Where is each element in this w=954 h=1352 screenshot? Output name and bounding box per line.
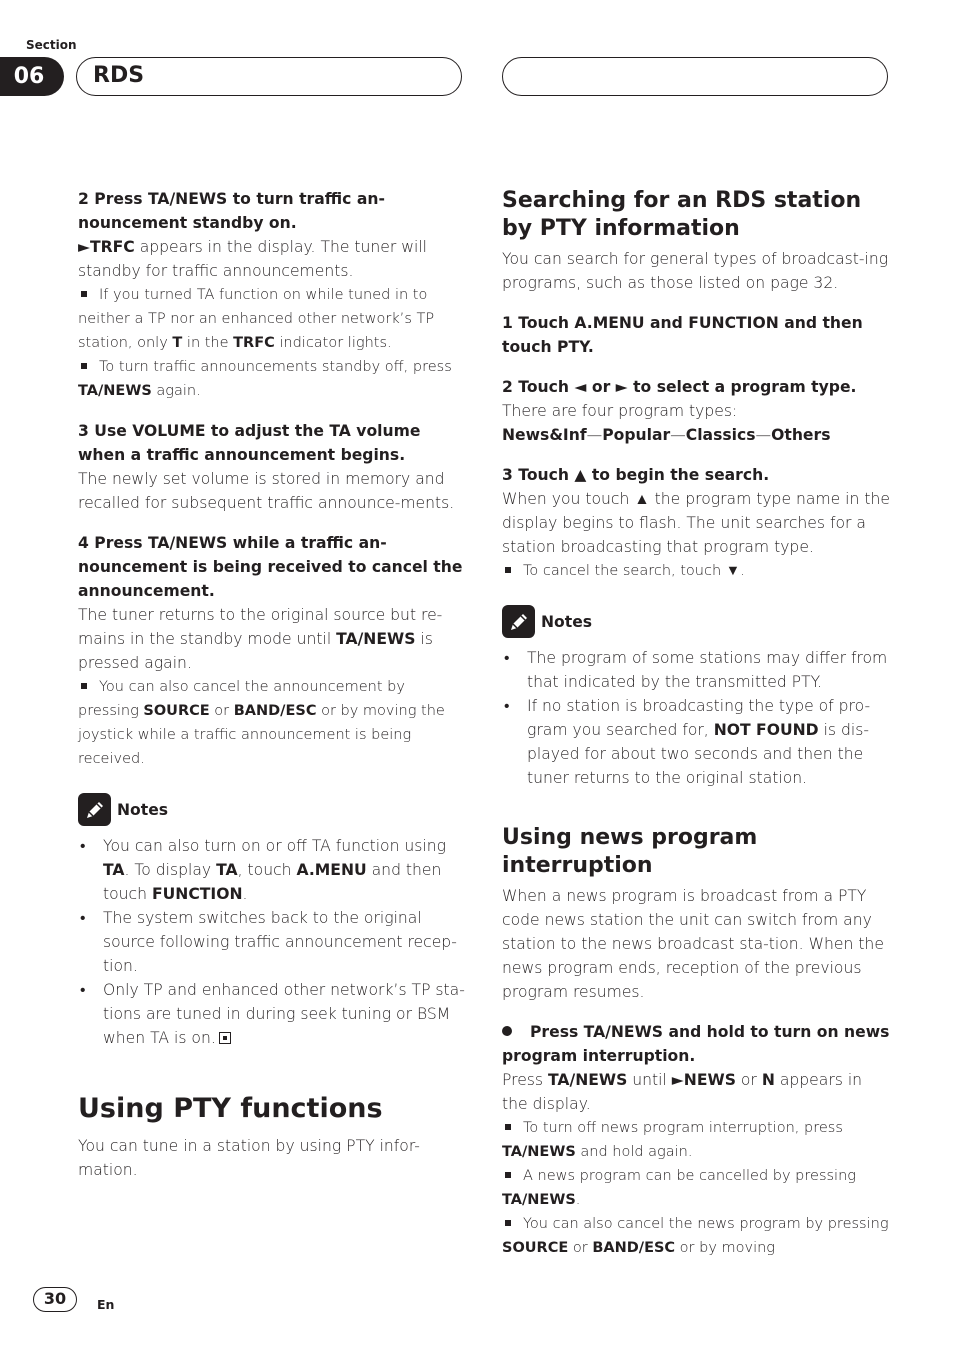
pencil-icon: [78, 793, 111, 826]
notes-list: [502, 646, 890, 790]
list-item: • The system switches back to the original source following traffic announcement recep-tion.: [78, 906, 466, 978]
r-step-3-note: To cancel the search, touch ▼.: [502, 559, 890, 583]
pty-heading: Using PTY functions: [78, 1093, 383, 1124]
r-step-1-title: 1 Touch A.MENU and FUNCTION and then touch PTY.: [502, 314, 863, 356]
language-code: En: [97, 1297, 115, 1312]
news-note-3: You can also cancel the news program by pressing SOURCE or BAND/ESC or by moving: [502, 1216, 889, 1256]
step-3-title: 3 Use VOLUME to adjust the TA volume when a traffic announcement begins.: [78, 422, 421, 464]
pty-intro: You can tune in a station by using PTY infor-mation.: [78, 1137, 420, 1179]
list-item: • You can also turn on or off TA function using TA. To display TA, touch A.MENU and then touch FUNCTION.: [78, 834, 466, 906]
list-item: • If no station is broadcasting the type of pro-gram you searched for, NOT FOUND is dis-played for about two seconds and then the tuner returns to the original station.: [502, 694, 890, 790]
news-body: Press TA/NEWS until ►NEWS or N appears in the display.: [502, 1071, 863, 1113]
notes-label: Notes: [117, 800, 169, 819]
step-4-body: The tuner returns to the original source but re-mains in the standby mode until TA/NEWS is pressed again.: [78, 606, 443, 672]
program-types: News&Inf—Popular—Classics—Others: [502, 426, 831, 444]
square-bullet-icon: [505, 1220, 511, 1226]
search-heading: Searching for an RDS station by PTY information: [502, 188, 862, 241]
notes-heading: [502, 605, 890, 638]
step-4-title: 4 Press TA/NEWS while a traffic an-nouncement is being received to cancel the announcement.: [78, 534, 463, 600]
chapter-title: RDS: [76, 57, 462, 96]
header-empty-box: [502, 57, 888, 96]
news-intro: When a news program is broadcast from a PTY code news station the unit can switch from any station to the news broadcast sta-tion. When the news program ends, reception of the previous program resumes.: [502, 887, 884, 1001]
square-bullet-icon: [505, 567, 511, 573]
end-mark-icon: [219, 1032, 231, 1044]
r-step-2-title: 2 Touch ◄ or ► to select a program type.: [502, 378, 857, 396]
step-2-note-1: If you turned TA function on while tuned in to neither a TP nor an enhanced other network’s TP station, only T in the TRFC indicator lights.: [78, 287, 435, 351]
news-heading: Using news program interruption: [502, 825, 758, 878]
r-step-3-body: When you touch ▲ the program type name in the display begins to flash. The unit searches for a station broadcasting that program type.: [502, 490, 890, 556]
notes-list: [78, 834, 466, 1050]
list-item: • The program of some stations may differ from that indicated by the transmitted PTY.: [502, 646, 890, 694]
news-note-1: To turn off news program interruption, press TA/NEWS and hold again.: [502, 1120, 843, 1160]
list-item: • Only TP and enhanced other network’s TP sta-tions are tuned in during seek tuning or BSM when TA is on.: [78, 978, 466, 1050]
square-bullet-icon: [505, 1172, 511, 1178]
notes-label: Notes: [541, 612, 593, 631]
right-column: [502, 187, 890, 1260]
step-3-body: The newly set volume is stored in memory and recalled for subsequent traffic announce-ments.: [78, 470, 455, 512]
step-2-title: 2 Press TA/NEWS to turn traffic an-nouncement standby on.: [78, 190, 385, 232]
step-4-note: You can also cancel the announcement by pressing SOURCE or BAND/ESC or by moving the joystick while a traffic announcement is being received.: [78, 679, 445, 767]
pencil-icon: [502, 605, 535, 638]
search-intro: You can search for general types of broadcast-ing programs, such as those listed on page 32.: [502, 250, 889, 292]
page-number: 30: [33, 1287, 77, 1312]
notes-heading: [78, 793, 466, 826]
step-2-body: ►TRFC appears in the display. The tuner will standby for traffic announcements.: [78, 238, 428, 280]
square-bullet-icon: [81, 291, 87, 297]
r-step-3-title: 3 Touch ▲ to begin the search.: [502, 466, 770, 484]
square-bullet-icon: [81, 363, 87, 369]
square-bullet-icon: [81, 683, 87, 689]
news-step-title: Press TA/NEWS and hold to turn on news program interruption.: [502, 1023, 890, 1065]
bullet-dot-icon: [502, 1026, 512, 1036]
square-bullet-icon: [505, 1124, 511, 1130]
left-column: [78, 187, 466, 1182]
r-step-2-body: There are four program types:: [502, 402, 738, 420]
step-2-note-2: To turn traffic announcements standby off, press TA/NEWS again.: [78, 359, 452, 399]
section-label: Section: [26, 38, 77, 52]
news-note-2: A news program can be cancelled by pressing TA/NEWS.: [502, 1168, 856, 1208]
section-number-tab: 06: [0, 57, 64, 96]
